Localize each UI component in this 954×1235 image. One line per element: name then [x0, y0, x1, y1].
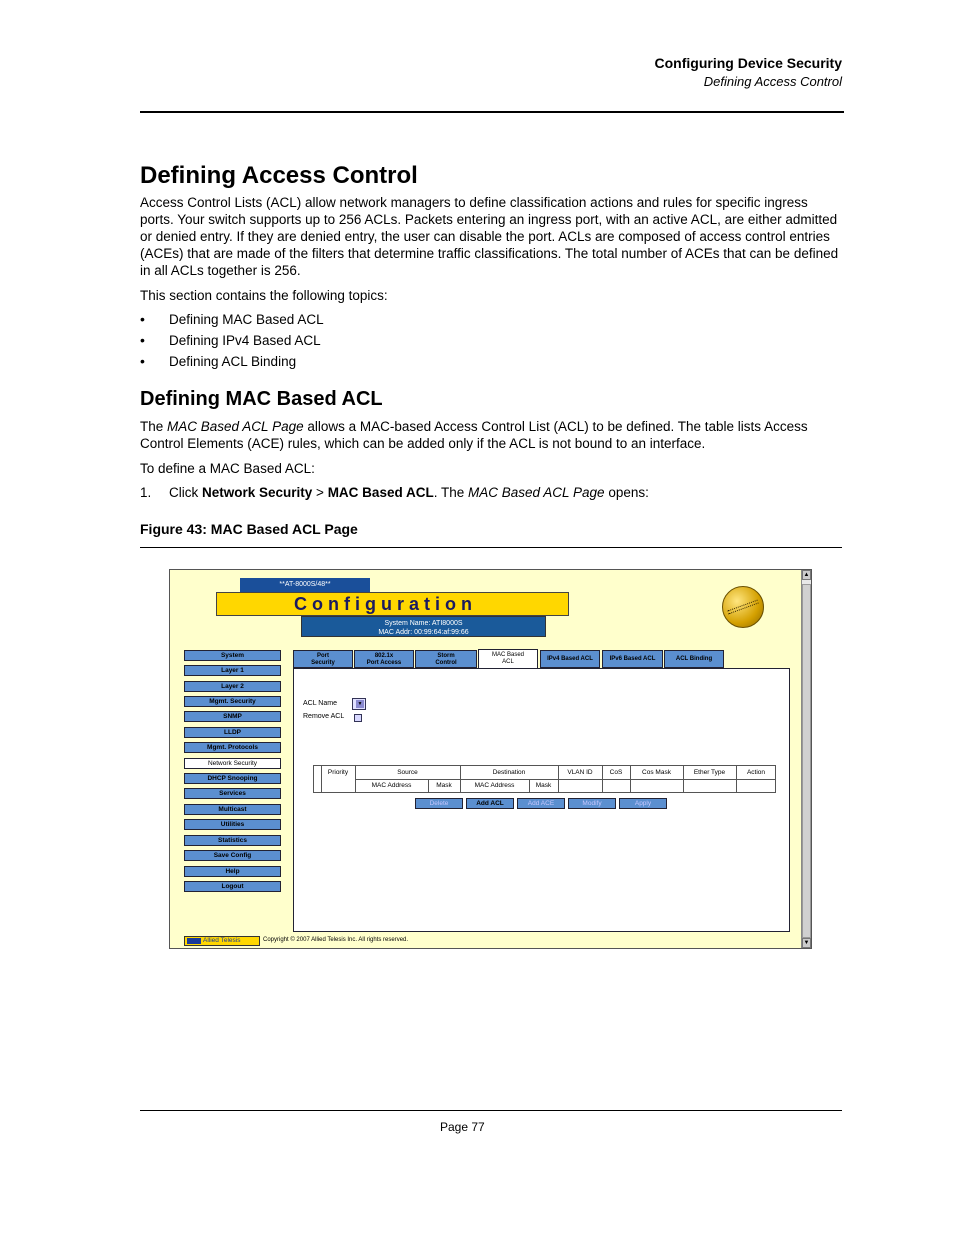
tab-ipv4-based-acl[interactable]: IPv4 Based ACL — [540, 650, 600, 668]
system-name: System Name: ATI8000S — [384, 620, 463, 627]
subsection-heading: Defining MAC Based ACL — [140, 388, 383, 410]
mac-acl-paragraph: The MAC Based ACL Page allows a MAC-based Access Control List (ACL) to be defined. The table lists Access Control Elements (ACE) rules, which can be added only if the ACL is not bound to an interface. — [140, 419, 808, 451]
col-cos-mask: Cos Mask — [642, 769, 671, 776]
add-ace-button[interactable]: Add ACE — [517, 798, 565, 809]
nav-mgmt-security[interactable]: Mgmt. Security — [184, 696, 281, 707]
scroll-thumb[interactable] — [802, 584, 811, 938]
mac-address: MAC Addr: 00:99:64:af:99:66 — [378, 629, 469, 636]
bullet-text: Defining ACL Binding — [169, 354, 297, 369]
apply-button[interactable]: Apply — [619, 798, 667, 809]
nav-lldp[interactable]: LLDP — [184, 727, 281, 738]
system-info — [301, 616, 546, 637]
col-priority: Priority — [327, 769, 349, 776]
allied-telesis-mark-icon — [187, 938, 201, 944]
tab-8021x-port-access[interactable]: 802.1x Port Access — [354, 650, 414, 668]
modify-button[interactable]: Modify — [568, 798, 616, 809]
col-dest-mask: Mask — [535, 782, 552, 789]
tab-ipv6-based-acl[interactable]: IPv6 Based ACL — [602, 650, 663, 668]
acl-name-select[interactable] — [352, 698, 366, 710]
col-action: Action — [746, 769, 766, 776]
step-text: Click Network Security > MAC Based ACL. The MAC Based ACL Page opens: — [169, 485, 649, 500]
col-destination: Destination — [492, 769, 526, 776]
nav-system[interactable]: System — [184, 650, 281, 661]
nav-layer2[interactable]: Layer 2 — [184, 681, 281, 692]
procedure-intro: To define a MAC Based ACL: — [140, 461, 315, 476]
figure-caption: Figure 43: MAC Based ACL Page — [140, 521, 358, 537]
nav-help[interactable]: Help — [184, 866, 281, 877]
ace-table — [313, 765, 776, 793]
tab-port-security[interactable]: Port Security — [293, 650, 353, 668]
col-vlan-id: VLAN ID — [567, 769, 593, 776]
nav-utilities[interactable]: Utilities — [184, 819, 281, 830]
add-acl-button[interactable]: Add ACL — [466, 798, 514, 809]
scrollbar[interactable] — [801, 570, 811, 948]
nav-snmp[interactable]: SNMP — [184, 711, 281, 722]
col-ether-type: Ether Type — [693, 769, 726, 776]
topics-intro: This section contains the following topics: — [140, 288, 388, 303]
col-source-mask: Mask — [436, 782, 452, 789]
nav-statistics[interactable]: Statistics — [184, 835, 281, 846]
model-label: **AT-8000S/48** — [240, 578, 370, 592]
nav-save-config[interactable]: Save Config — [184, 850, 281, 861]
header-rule — [140, 111, 844, 113]
chevron-down-icon: ▼ — [357, 701, 363, 707]
running-header-title: Configuring Device Security — [654, 55, 842, 71]
col-source: Source — [397, 769, 418, 776]
remove-acl-label: Remove ACL — [303, 713, 345, 720]
acl-name-label: ACL Name — [303, 700, 337, 707]
step-number: 1. — [140, 485, 152, 500]
figure-rule — [140, 547, 842, 548]
mac-acl-screenshot — [169, 569, 812, 949]
tab-acl-binding[interactable]: ACL Binding — [664, 650, 724, 668]
nav-logout[interactable]: Logout — [184, 881, 281, 892]
nav-services[interactable]: Services — [184, 788, 281, 799]
tab-mac-based-acl[interactable]: MAC Based ACL — [478, 649, 538, 669]
nav-multicast[interactable]: Multicast — [184, 804, 281, 815]
nav-network-security[interactable]: Network Security — [184, 758, 281, 769]
nav-layer1[interactable]: Layer 1 — [184, 665, 281, 676]
col-source-mac: MAC Address — [371, 782, 412, 789]
tab-storm-control[interactable]: Storm Control — [415, 650, 477, 668]
configuration-banner: Configuration — [216, 592, 569, 616]
page-number: Page 77 — [440, 1120, 485, 1134]
globe-logo-icon — [722, 586, 764, 628]
bullet-text: Defining IPv4 Based ACL — [169, 333, 321, 348]
remove-acl-checkbox[interactable] — [354, 714, 362, 722]
allied-telesis-logo: Allied Telesis — [184, 936, 260, 946]
scroll-up-icon[interactable]: ▲ — [803, 572, 810, 578]
delete-button[interactable]: Delete — [415, 798, 463, 809]
bullet-text: Defining MAC Based ACL — [169, 312, 324, 327]
footer-rule — [140, 1110, 842, 1111]
nav-dhcp-snooping[interactable]: DHCP Snooping — [184, 773, 281, 784]
col-cos: CoS — [609, 769, 623, 776]
col-dest-mac: MAC Address — [474, 782, 515, 789]
nav-mgmt-protocols[interactable]: Mgmt. Protocols — [184, 742, 281, 753]
running-header-subtitle: Defining Access Control — [703, 74, 842, 89]
scroll-down-icon[interactable]: ▼ — [803, 940, 810, 946]
section-heading: Defining Access Control — [140, 162, 418, 189]
copyright-text: Copyright © 2007 Allied Telesis Inc. All rights reserved. — [263, 937, 409, 943]
intro-paragraph: Access Control Lists (ACL) allow network managers to define classification actions and rules for specific ingress ports. Your switch supports up to 256 ACLs. Packets entering an ingress port, with an active ACL, are either admitted or denied entry. If they are denied entry, the user can disable the port. ACLs are composed of access control entries (ACEs) that are made of the filters that determine traffic classifications. The total number of ACEs that can be defined in all ACLs together is 256. — [140, 195, 839, 278]
